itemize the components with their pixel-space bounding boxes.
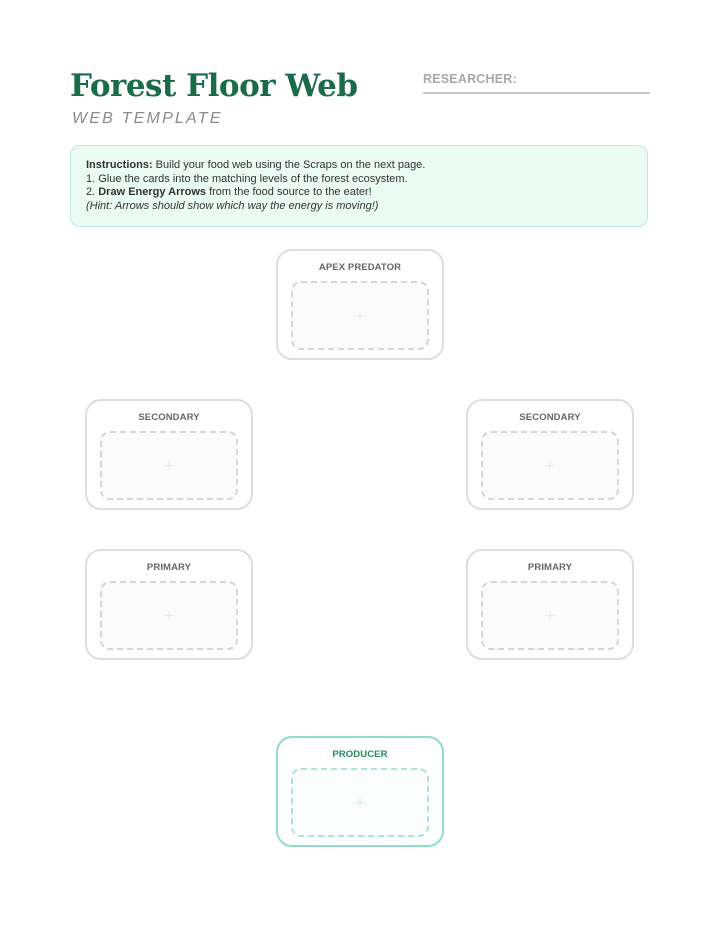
plus-icon: + bbox=[544, 457, 556, 474]
level-label: SECONDARY bbox=[138, 412, 200, 423]
plus-icon: + bbox=[354, 307, 366, 324]
instructions-panel bbox=[70, 145, 648, 227]
level-label: SECONDARY bbox=[519, 412, 581, 423]
level-box-secondary-right bbox=[466, 399, 634, 510]
level-box-primary-right bbox=[466, 549, 634, 660]
card-drop-slot[interactable] bbox=[291, 768, 429, 837]
card-drop-slot[interactable] bbox=[481, 431, 619, 500]
level-box-primary-left bbox=[85, 549, 253, 660]
card-drop-slot[interactable] bbox=[291, 281, 429, 350]
page-subtitle: WEB TEMPLATE bbox=[72, 110, 223, 127]
level-box-producer bbox=[276, 736, 444, 847]
plus-icon: + bbox=[354, 794, 366, 811]
instructions-step-2 bbox=[86, 186, 632, 200]
card-drop-slot[interactable] bbox=[100, 431, 238, 500]
level-label: PRIMARY bbox=[146, 562, 192, 573]
plus-icon: + bbox=[163, 607, 175, 624]
page-title: Forest Floor Web bbox=[70, 68, 358, 104]
instructions-hint: (Hint: Arrows should show which way the energy is moving!) bbox=[86, 199, 379, 212]
level-label: PRODUCER bbox=[332, 749, 388, 760]
instructions-lead-text: Build your food web using the Scraps on the next page. bbox=[152, 159, 426, 171]
instructions-step-1: 1. Glue the cards into the matching levels of the forest ecosystem. bbox=[86, 172, 408, 185]
step-2-emphasis: Draw Energy Arrows bbox=[98, 186, 207, 199]
level-label: APEX PREDATOR bbox=[318, 262, 402, 273]
step-2-number: 2. bbox=[86, 186, 99, 199]
instructions-intro bbox=[86, 159, 632, 173]
researcher-field[interactable] bbox=[423, 70, 650, 94]
instructions-lead: Instructions: bbox=[86, 159, 153, 171]
step-2-text: from the food source to the eater! bbox=[206, 186, 372, 199]
level-box-secondary-left bbox=[85, 399, 253, 510]
level-label: PRIMARY bbox=[527, 562, 573, 573]
card-drop-slot[interactable] bbox=[100, 581, 238, 650]
card-drop-slot[interactable] bbox=[481, 581, 619, 650]
plus-icon: + bbox=[544, 607, 556, 624]
level-box-apex-predator bbox=[276, 249, 444, 360]
plus-icon: + bbox=[163, 457, 175, 474]
researcher-label: RESEARCHER: bbox=[423, 72, 517, 86]
